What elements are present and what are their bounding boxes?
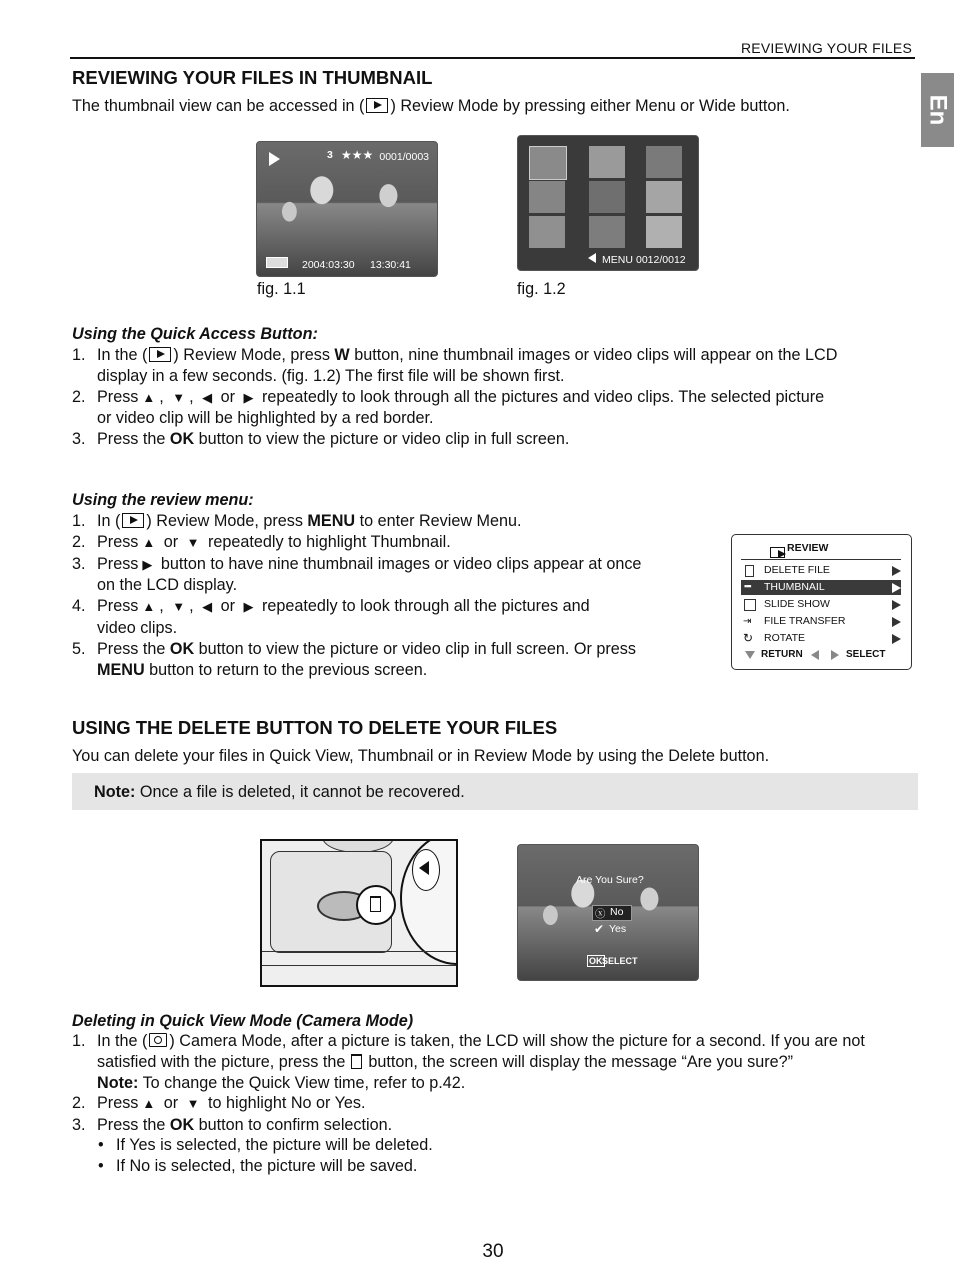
menu-item-thumbnail[interactable]: ▪▪▪ THUMBNAIL (741, 580, 901, 595)
note-text: Note: Once a file is deleted, it cannot be recovered. (94, 783, 465, 801)
menu-label: MENU (602, 254, 633, 266)
selection-outcomes (72, 1135, 922, 1177)
left-arrow-icon (588, 253, 596, 263)
list-item: 2. Press ▲ , ▼ , ◀ or ▶ repeatedly to look through all the pictures and video clips. The selected picture or video clip will be highlighted by a red border. (72, 387, 825, 428)
menu-divider (741, 559, 901, 560)
up-arrow-icon: ▲ (142, 1096, 156, 1112)
right-arrow-icon: ▶ (243, 389, 254, 405)
list-item: 2. Press ▲ or ▼ to highlight No or Yes. (72, 1093, 922, 1115)
chevron-right-icon (892, 617, 901, 627)
review-mode-icon (122, 513, 144, 528)
photo-time: 13:30:41 (370, 259, 411, 271)
photo-date: 2004:03:30 (302, 259, 355, 271)
transfer-icon: ⇥ (743, 616, 752, 627)
review-menu-screen (731, 534, 912, 670)
thumbnail-intro: The thumbnail view can be accessed in ( ) Review Mode by pressing either Menu or Wide button. (72, 97, 790, 115)
rotate-icon: ↻ (743, 631, 754, 645)
option-no[interactable]: ⓧ No (592, 905, 632, 921)
quick-access-heading: Using the Quick Access Button: (72, 325, 318, 343)
review-mode-icon (366, 98, 388, 113)
select-label: SELECT (602, 956, 638, 966)
camera-mode-icon (149, 1033, 167, 1047)
check-icon: ✔ (594, 922, 605, 936)
list-item: 1. In the ( ) Camera Mode, after a picture is taken, the LCD will show the picture for a second. If you are not satisfied with the picture, press the button, the screen will display the message “Are you sure?” Note: To change the Quick View time, refer to p.42. (72, 1032, 865, 1092)
quick-access-steps (72, 345, 922, 450)
camera-delete-button-illustration (260, 839, 458, 987)
quality-indicator: 3 (327, 149, 333, 161)
list-item: 5. Press the OK button to view the picture or video clip in full screen. Or press MENU button to return to the previous screen. (72, 639, 636, 679)
list-item: • If No is selected, the picture will be saved. (98, 1156, 418, 1175)
chevron-right-icon (892, 566, 901, 576)
running-header: REVIEWING YOUR FILES (741, 40, 912, 56)
list-item: 3. Press the OK button to confirm selection. (72, 1116, 393, 1135)
menu-item-slide-show[interactable]: SLIDE SHOW (741, 597, 901, 612)
menu-item-rotate[interactable]: ↻ ROTATE (741, 631, 901, 646)
play-icon (269, 152, 280, 166)
thumbnail (646, 146, 682, 178)
list-item: 4. Press ▲ , ▼ , ◀ or ▶ repeatedly to look through all the pictures and video clips. (72, 597, 590, 637)
down-arrow-icon (745, 651, 755, 659)
list-item: 1. In ( ) Review Mode, press MENU to enter Review Menu. (72, 512, 522, 530)
down-arrow-icon: ▼ (172, 389, 186, 405)
section-title-delete: USING THE DELETE BUTTON TO DELETE YOUR FILES (72, 717, 558, 738)
thumbnail (529, 216, 565, 248)
thumbnail (589, 146, 625, 178)
menu-item-file-transfer[interactable]: ⇥ FILE TRANSFER (741, 614, 901, 629)
language-tab: En (921, 73, 954, 147)
down-arrow-icon: ▼ (186, 534, 200, 550)
chevron-right-icon (892, 634, 901, 644)
down-arrow-icon: ▼ (172, 599, 186, 615)
up-arrow-icon: ▲ (142, 599, 156, 615)
fig1-caption: fig. 1.1 (257, 280, 306, 298)
list-item: 2. Press ▲ or ▼ repeatedly to highlight Thumbnail. (72, 532, 692, 554)
delete-intro: You can delete your files in Quick View, Thumbnail or in Review Mode by using the Delete button. (72, 747, 770, 765)
trash-icon (351, 1054, 362, 1069)
fig1-lcd-fullscreen (256, 141, 438, 277)
trash-icon (745, 565, 754, 577)
review-menu-heading: Using the review menu: (72, 491, 254, 509)
film-icon (744, 599, 756, 611)
quick-view-heading: Deleting in Quick View Mode (Camera Mode) (72, 1012, 414, 1030)
down-arrow-icon: ▼ (186, 1096, 200, 1112)
left-arrow-icon: ◀ (202, 389, 213, 405)
review-mode-icon (149, 347, 171, 362)
thumbnail (589, 216, 625, 248)
section-title-thumbnail: REVIEWING YOUR FILES IN THUMBNAIL (72, 67, 433, 88)
quick-view-steps (72, 1031, 922, 1136)
left-arrow-icon (419, 861, 429, 875)
list-item: 1. In the ( ) Review Mode, press W button, nine thumbnail images or video clips will appear on the LCD display in a few seconds. (fig. 1.2) The first file will be shown first. (72, 346, 838, 385)
confirm-delete-lcd (517, 844, 699, 981)
ok-badge: OK (589, 956, 603, 966)
thumbnail (646, 181, 682, 213)
menu-screen-title: REVIEW (787, 542, 829, 554)
review-menu-steps (72, 511, 692, 680)
return-label: RETURN (761, 649, 803, 660)
camera-edge-line (262, 965, 456, 966)
page-number: 30 (482, 1241, 504, 1262)
chevron-right-icon (892, 600, 901, 610)
trash-icon (370, 896, 381, 912)
camera-edge-line (262, 951, 456, 952)
delete-callout (356, 885, 396, 925)
right-arrow-icon (831, 650, 839, 660)
file-counter: 0001/0003 (379, 151, 429, 163)
grid-icon: ▪▪▪ (744, 581, 751, 591)
battery-icon (266, 257, 288, 268)
thumbnail (529, 181, 565, 213)
confirm-question: Are You Sure? (576, 874, 644, 886)
up-arrow-icon: ▲ (142, 389, 156, 405)
list-item: • If Yes is selected, the picture will be deleted. (98, 1136, 433, 1154)
note-box (72, 773, 918, 810)
list-item: 3. Press ▶ button to have nine thumbnail images or video clips appear at once on the LCD display. (72, 554, 642, 595)
right-arrow-icon: ▶ (142, 556, 153, 572)
up-arrow-icon: ▲ (142, 534, 156, 550)
select-label: SELECT (846, 649, 886, 660)
thumbnail (646, 216, 682, 248)
thumbnail-counter: 0012/0012 (636, 254, 686, 266)
right-arrow-icon: ▶ (243, 599, 254, 615)
option-yes[interactable]: ✔ Yes (594, 922, 627, 936)
list-item: 3. Press the OK button to view the picture or video clip in full screen. (72, 430, 570, 449)
left-arrow-icon (811, 650, 819, 660)
thumbnail (589, 181, 625, 213)
cancel-icon: ⓧ (595, 908, 606, 920)
chevron-right-icon (892, 583, 901, 593)
menu-item-delete-file[interactable]: DELETE FILE (741, 563, 901, 578)
fig2-lcd-thumbnails (517, 135, 699, 271)
header-rule (70, 57, 915, 59)
left-arrow-icon: ◀ (202, 599, 213, 615)
rating-stars: ★★★ (341, 148, 374, 162)
thumbnail (529, 146, 567, 180)
review-mode-icon (770, 547, 785, 558)
fig2-caption: fig. 1.2 (517, 280, 566, 298)
